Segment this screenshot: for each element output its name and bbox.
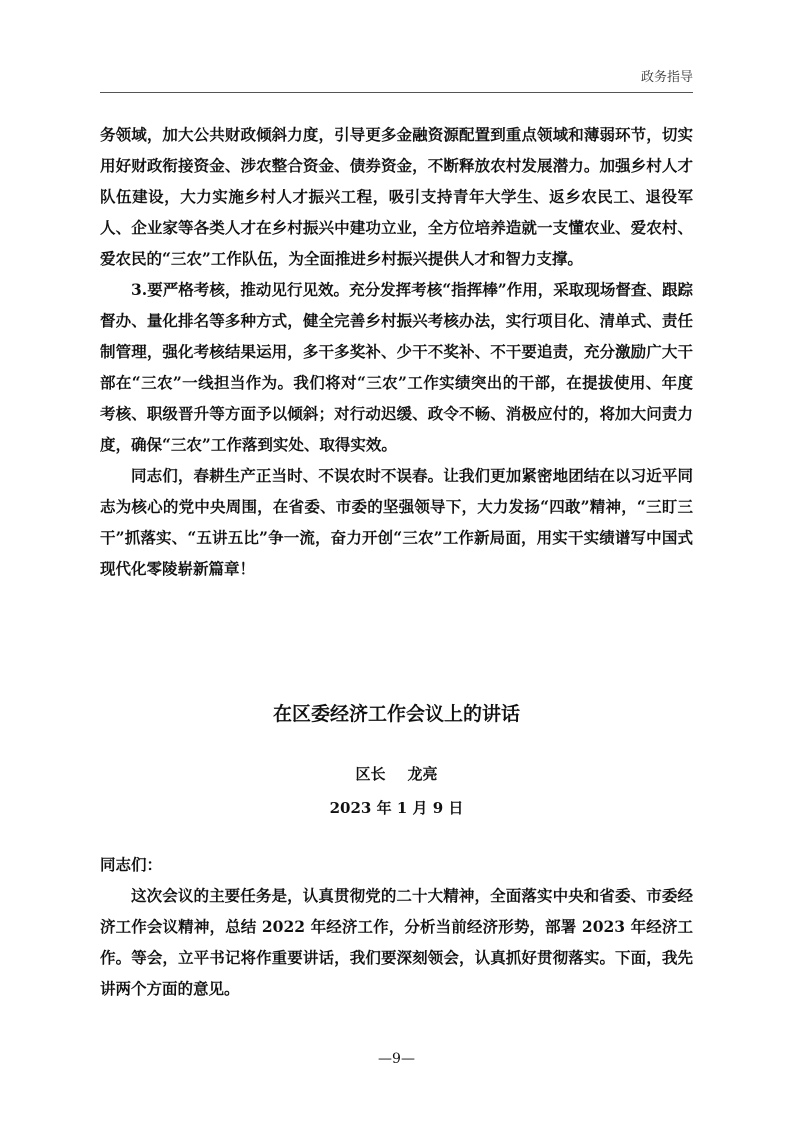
speech-paragraph-1: 这次会议的主要任务是，认真贯彻党的二十大精神，全面落实中央和省委、市委经济工作会议精神，总结 2022 年经济工作，分析当前经济形势，部署 2023 年经济工作。等会，立平书记将作重要讲话，我们要深刻领会，认真抓好贯彻落实。下面，我先讲两个方面的意见。 xyxy=(100,886,693,998)
speaker-line xyxy=(100,762,693,786)
speech-date: 2023 年 1 月 9 日 xyxy=(329,799,464,817)
header-section-label: 政务指导 xyxy=(640,70,693,85)
page-number: —9— xyxy=(378,1051,415,1067)
header-divider xyxy=(100,92,693,93)
body-paragraph-3: 同志们，春耕生产正当时、不误农时不误春。让我们更加紧密地团结在以习近平同志为核心的党中央周围，在省委、市委的坚强领导下，大力发扬“四敢”精神，“三盯三干”抓落实、“五讲五比”争一流，奋力开创“三农”工作新局面，用实干实绩谱写中国式现代化零陵崭新篇章！ xyxy=(100,466,693,578)
speech-title: 在区委经济工作会议上的讲话 xyxy=(272,703,520,725)
body-paragraph-2: 3.要严格考核，推动见行见效。充分发挥考核“指挥棒”作用，采取现场督查、跟踪督办、量化排名等多种方式，健全完善乡村振兴考核办法，实行项目化、清单式、责任制管理，强化考核结果运用，多干多奖补、少干不奖补、不干要追责，充分激励广大干部在“三农”一线担当作为。我们将对“三农”工作实绩突出的干部，在提拔使用、年度考核、职级晋升等方面予以倾斜；对行动迟缓、政令不畅、消极应付的，将加大问责力度，确保“三农”工作落到实处、取得实效。 xyxy=(100,280,693,454)
speaker-role: 区长 xyxy=(355,765,386,783)
speaker-name: 龙亮 xyxy=(407,765,438,783)
body-paragraph-1: 务领域，加大公共财政倾斜力度，引导更多金融资源配置到重点领域和薄弱环节，切实用好财政衔接资金、涉农整合资金、债券资金，不断释放农村发展潜力。加强乡村人才队伍建设，大力实施乡村人才振兴工程，吸引支持青年大学生、返乡农民工、退役军人、企业家等各类人才在乡村振兴中建功立业，全方位培养造就一支懂农业、爱农村、爱农民的“三农”工作队伍，为全面推进乡村振兴提供人才和智力支撑。 xyxy=(100,125,693,268)
speech-salutation: 同志们： xyxy=(100,855,163,874)
